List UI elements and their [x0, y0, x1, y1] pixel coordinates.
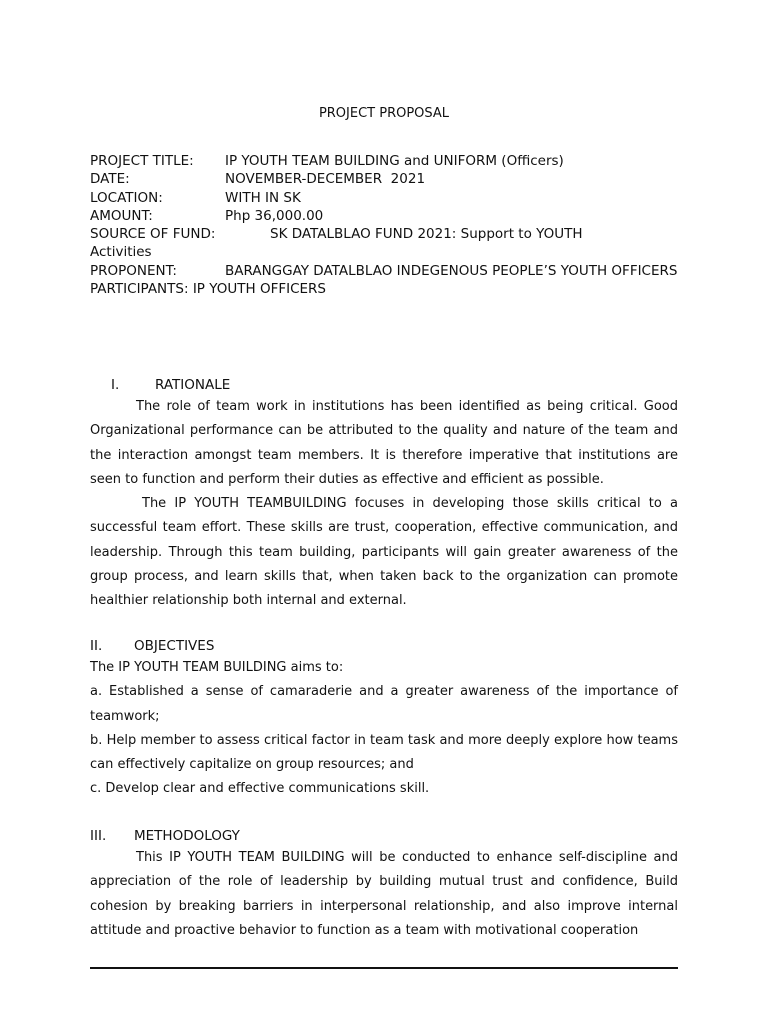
objectives-intro: The IP YOUTH TEAM BUILDING aims to:: [90, 660, 344, 675]
source-of-fund-continuation: Activities: [90, 244, 152, 261]
objectives-section: [90, 636, 678, 802]
methodology-heading-text: METHODOLOGY: [134, 828, 240, 844]
source-of-fund-label: SOURCE OF FUND:: [90, 226, 216, 243]
objectives-heading-text: OBJECTIVES: [134, 638, 215, 654]
participants-row: [90, 280, 680, 298]
methodology-paragraph: This IP YOUTH TEAM BUILDING will be conducted to enhance self-discipline and appreciation of the role of leadership by building mutual trust and confidence, Build cohesion by breaking barriers in interpersonal relationship, and also improve internal attitude and proactive behavior to function as a team with motivational cooperation: [90, 850, 678, 938]
proponent-label: PROPONENT:: [90, 262, 177, 279]
participants-value: IP YOUTH OFFICERS: [192, 281, 326, 298]
source-of-fund-value: SK DATALBLAO FUND 2021: Support to YOUTH: [270, 226, 583, 243]
amount-value: Php 36,000.00: [225, 207, 324, 224]
date-row: [90, 170, 680, 188]
source-of-fund-continuation-row: [90, 243, 680, 261]
project-title-row: [90, 152, 680, 170]
date-label: DATE:: [90, 171, 130, 188]
source-of-fund-row: [90, 225, 680, 243]
proponent-row: [90, 262, 680, 280]
objective-item-b: b. Help member to assess critical factor in team task and more deeply explore how teams can effectively capitalize on group resources; and: [90, 732, 678, 773]
amount-label: AMOUNT:: [90, 207, 153, 224]
methodology-heading: [90, 826, 678, 846]
objective-item-c: c. Develop clear and effective communications skill.: [90, 781, 430, 797]
objective-item-a: a. Established a sense of camaraderie and a greater awareness of the importance of teamwork;: [90, 684, 678, 724]
proponent-value: BARANGGAY DATALBLAO INDEGENOUS PEOPLE’S YOUTH OFFICERS: [225, 262, 678, 279]
location-label: LOCATION:: [90, 189, 163, 206]
date-value: NOVEMBER-DECEMBER 2021: [225, 171, 426, 188]
rationale-heading: [90, 375, 678, 395]
participants-label: PARTICIPANTS:: [90, 281, 189, 298]
methodology-numeral: III.: [90, 828, 107, 844]
location-value: WITH IN SK: [225, 189, 301, 206]
amount-row: [90, 207, 680, 225]
location-row: [90, 189, 680, 207]
rationale-paragraph-1: The role of team work in institutions has been identified as being critical. Good Organizational performance can be attributed to the quality and nature of the team and the interaction amongst team members. It is therefore imperative that institutions are seen to function and perform their duties as effective and efficient as possible.: [90, 399, 678, 487]
methodology-section: [90, 826, 678, 943]
footer-divider: [90, 967, 678, 969]
rationale-section: [90, 375, 678, 614]
rationale-paragraph-2: The IP YOUTH TEAMBUILDING focuses in developing those skills critical to a successful team effort. These skills are trust, cooperation, effective communication, and leadership. Through this team building, participants will gain greater awareness of the group process, and learn skills that, when taken back to the organization can promote healthier relationship both internal and external.: [90, 496, 678, 609]
rationale-heading-text: RATIONALE: [155, 377, 231, 393]
page-title: PROJECT PROPOSAL: [318, 106, 450, 121]
rationale-numeral: I.: [111, 377, 120, 393]
project-title-label: PROJECT TITLE:: [90, 153, 194, 169]
objectives-heading: [90, 636, 678, 656]
project-title-value: IP YOUTH TEAM BUILDING and UNIFORM (Officers): [225, 153, 564, 169]
project-info-block: [90, 152, 680, 298]
objectives-numeral: II.: [90, 638, 103, 654]
